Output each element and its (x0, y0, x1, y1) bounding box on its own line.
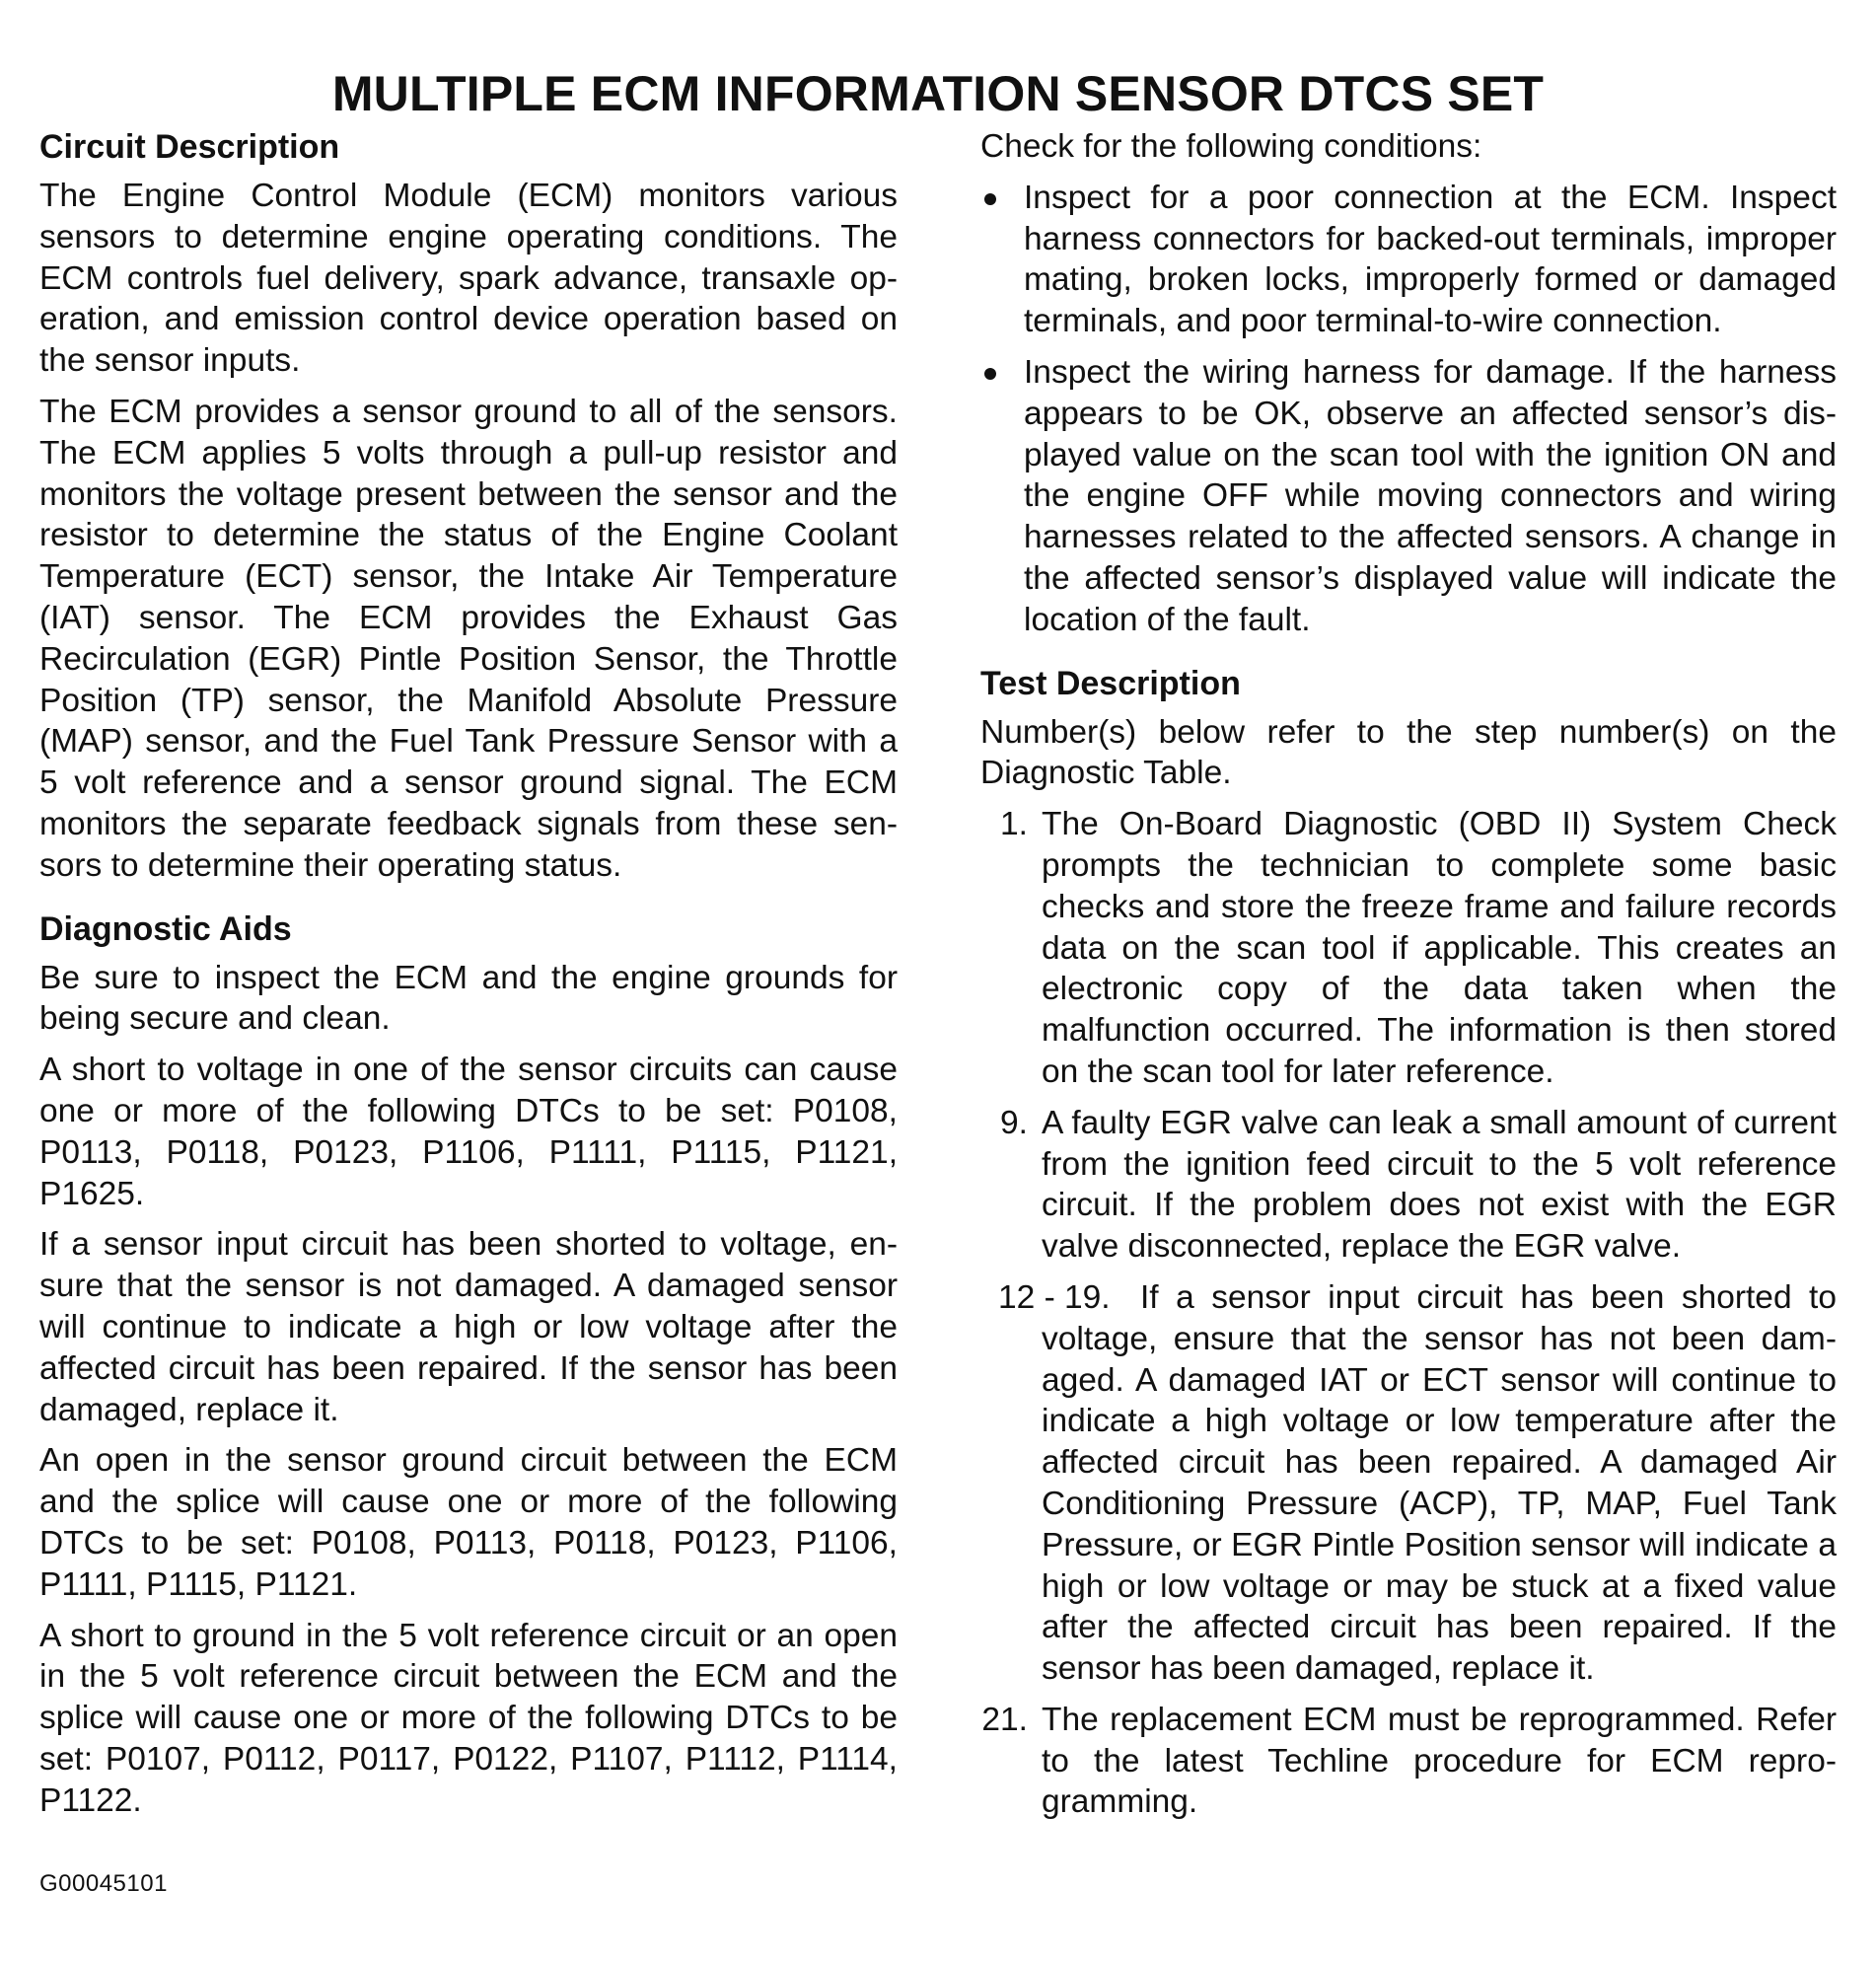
test-step (980, 1277, 1837, 1690)
step-number: 21. (981, 1701, 1028, 1738)
bullet-icon (984, 193, 996, 205)
left-column (39, 126, 898, 1831)
diagnostic-aids-paragraph-5: A short to ground in the 5 volt reference circuit or an open in the 5 volt reference circuit between the ECM and the splice will cause one or more of the following DTCs to be set: P0107, P0112, P0117, P0122, P1107, P1112, P1114, P1122. (39, 1617, 898, 1819)
circuit-description-paragraph-1: The Engine Control Module (ECM) monitors various sensors to determine engine operating conditions. The ECM controls fuel delivery, spark advance, transaxle operation, and emission control device operation based on the sensor inputs. (39, 178, 898, 380)
conditions-list (980, 178, 1837, 641)
circuit-description-heading: Circuit Description (39, 128, 340, 166)
test-step (980, 804, 1837, 1093)
step-number: 9. (1000, 1104, 1028, 1141)
condition-text: Inspect the wiring harness for damage. If the harness appears to be OK, observe an affected sensor’s displayed value on the scan tool with the ignition ON and the engine OFF while moving connectors and wiring harnesses related to the affected sensors. A change in the affected sensor’s displayed value will indicate the location of the fault. (1024, 353, 1837, 638)
page-title: MULTIPLE ECM INFORMATION SENSOR DTCS SET (331, 66, 1545, 121)
diagnostic-aids-heading: Diagnostic Aids (39, 909, 292, 948)
check-conditions-intro: Check for the following conditions: (980, 128, 1482, 165)
diagnostic-aids-paragraph-1: Be sure to inspect the ECM and the engine grounds for being secure and clean. (39, 959, 898, 1038)
test-step (980, 1103, 1837, 1268)
circuit-description-paragraph-2: The ECM provides a sensor ground to all of the sensors. The ECM applies 5 volts through a pull-up resistor and monitors the voltage present between the sensor and the resistor to determine the status of the Engine Coolant Temperature (ECT) sensor, the Intake Air Temperature (IAT) sensor. The ECM provides the Exhaust Gas Recirculation (EGR) Pintle Position Sensor, the Throttle Position (TP) sensor, the Manifold Absolute Pressure (MAP) sensor, and the Fuel Tank Pressure Sensor with a 5 volt reference and a sensor ground signal. The ECM monitors the separate feedback signals from these sensors to determine their operating status. (39, 393, 898, 884)
figure-code: G00045101 (39, 1870, 168, 1897)
step-number: 12 - 19. (998, 1278, 1111, 1316)
step-text: If a sensor input circuit has been shorted to voltage, ensure that the sensor has not been damaged. A damaged IAT or ECT sensor will continue to indicate a high voltage or low temperature after the affected circuit has been repaired. A damaged Air Conditioning Pressure (ACP), TP, MAP, Fuel Tank Pressure, or EGR Pintle Position sensor will indicate a high or low voltage or may be stuck at a fixed value after the affected circuit has been repaired. If the sensor has been damaged, replace it. (1042, 1278, 1837, 1688)
test-step (980, 1700, 1837, 1823)
test-description-heading: Test Description (980, 664, 1241, 702)
test-description-intro: Number(s) below refer to the step number(s) on the Diagnostic Table. (980, 713, 1837, 792)
bullet-icon (984, 368, 996, 380)
right-column (980, 126, 1837, 1833)
list-item (980, 178, 1837, 342)
step-text: A faulty EGR valve can leak a small amount of current from the ignition feed circuit to the 5 volt reference circuit. If the problem does not exist with the EGR valve disconnected, replace the EGR valve. (1042, 1104, 1837, 1266)
diagnostic-aids-paragraph-4: An open in the sensor ground circuit between the ECM and the splice will cause one or more of the following DTCs to be set: P0108, P0113, P0118, P0123, P1106, P1111, P1115, P1121. (39, 1442, 898, 1603)
diagnostic-aids-paragraph-2: A short to voltage in one of the sensor circuits can cause one or more of the following DTCs to be set: P0108, P0113, P0118, P0123, P1106, P1111, P1115, P1121, P1625. (39, 1052, 898, 1212)
condition-text: Inspect for a poor connection at the ECM. Inspect harness connectors for backed-out terminals, improper mating, broken locks, improperly formed or damaged terminals, and poor terminal-to-wire connection. (1024, 179, 1837, 340)
step-text: The On-Board Diagnostic (OBD II) System Check prompts the technician to complete some basic checks and store the freeze frame and failure records data on the scan tool if applicable. This creates an electronic copy of the data taken when the malfunction occurred. The information is then stored on the scan tool for later reference. (1042, 806, 1837, 1090)
diagnostic-aids-paragraph-3: If a sensor input circuit has been shorted to voltage, ensure that the sensor is not damaged. A damaged sensor will continue to indicate a high or low voltage after the affected circuit has been repaired. If the sensor has been damaged, replace it. (39, 1226, 898, 1428)
test-steps-list (980, 804, 1837, 1823)
step-number: 1. (1000, 806, 1028, 843)
list-item (980, 352, 1837, 641)
step-text: The replacement ECM must be reprogrammed. Refer to the latest Techline procedure for ECM reprogramming. (1042, 1701, 1837, 1821)
